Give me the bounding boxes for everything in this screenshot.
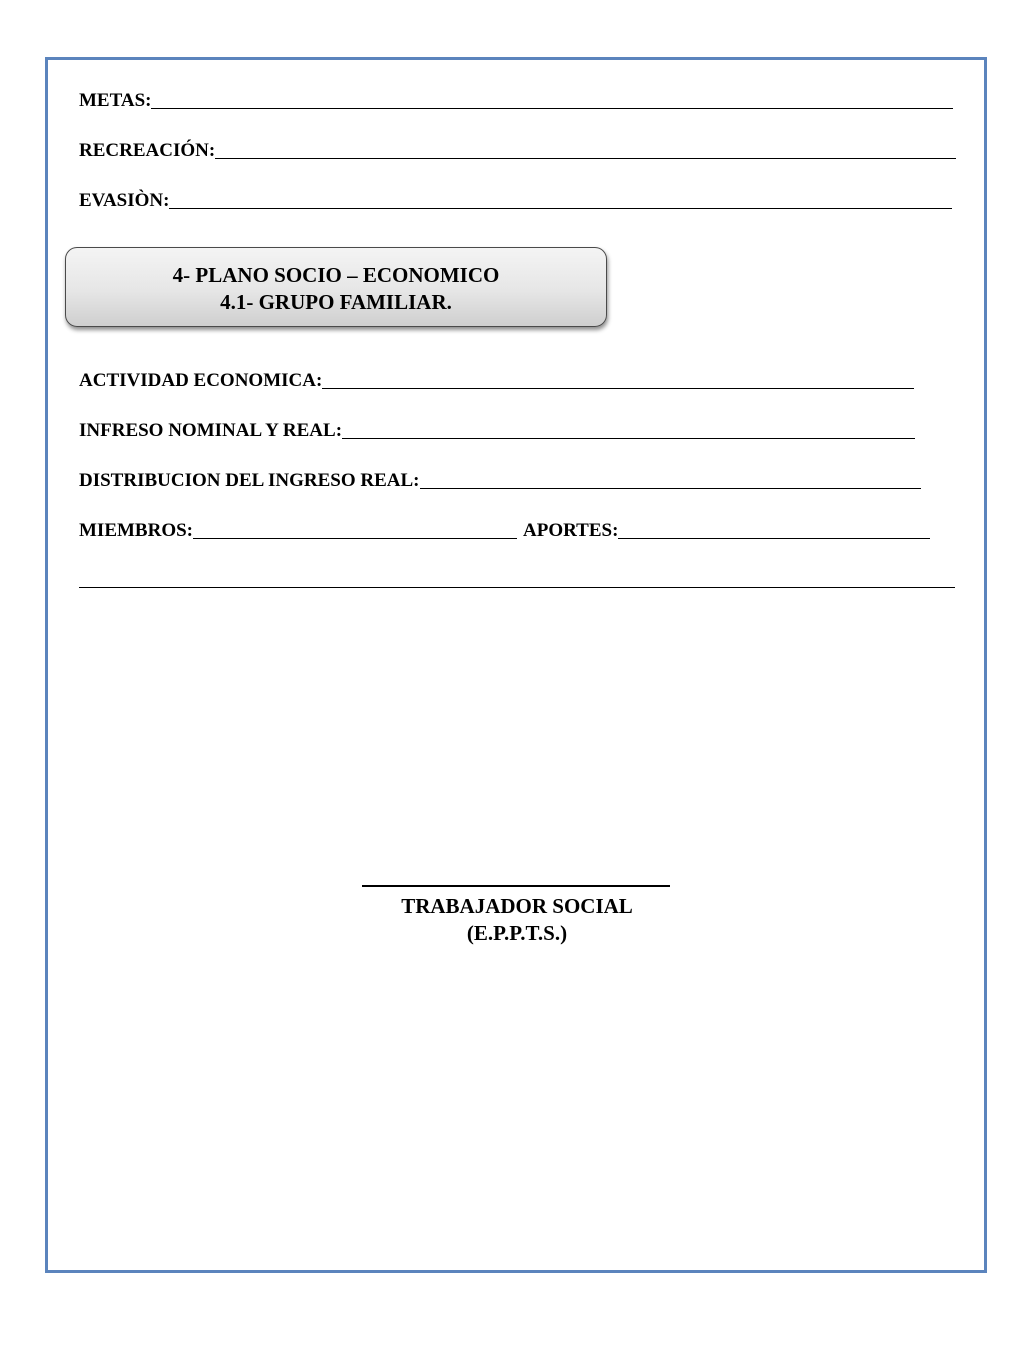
actividad-economica-field	[79, 370, 914, 392]
signature-org: (E.P.P.T.S.)	[466, 921, 568, 945]
miembros-label: MIEMBROS:	[79, 520, 193, 541]
aportes-blank[interactable]	[618, 521, 930, 539]
actividad-economica-blank[interactable]	[322, 371, 914, 389]
evasion-blank[interactable]	[169, 191, 952, 209]
actividad-economica-label: ACTIVIDAD ECONOMICA:	[79, 370, 323, 391]
miembros-blank[interactable]	[193, 521, 517, 539]
recreacion-blank[interactable]	[215, 141, 956, 159]
recreacion-label: RECREACIÓN:	[79, 140, 216, 161]
signature-block	[312, 893, 722, 947]
distribucion-ingreso-blank[interactable]	[420, 471, 921, 489]
signature-line[interactable]	[362, 885, 670, 887]
section-subtitle: 4.1- GRUPO FAMILIAR.	[220, 290, 452, 314]
metas-label: METAS:	[79, 90, 152, 111]
page-border	[45, 57, 987, 1273]
section-header-box	[65, 247, 607, 327]
extra-line-field	[79, 570, 955, 591]
miembros-aportes-field	[79, 520, 930, 542]
evasion-field	[79, 190, 952, 212]
recreacion-field	[79, 140, 956, 162]
section-title: 4- PLANO SOCIO – ECONOMICO	[172, 263, 500, 287]
signature-role: TRABAJADOR SOCIAL	[401, 894, 633, 918]
distribucion-ingreso-label: DISTRIBUCION DEL INGRESO REAL:	[79, 470, 420, 491]
aportes-label: APORTES:	[523, 520, 619, 541]
extra-blank-line[interactable]	[79, 570, 955, 588]
metas-field	[79, 90, 953, 112]
ingreso-nominal-field	[79, 420, 915, 442]
distribucion-ingreso-field	[79, 470, 921, 492]
ingreso-nominal-blank[interactable]	[342, 421, 915, 439]
ingreso-nominal-label: INFRESO NOMINAL Y REAL:	[79, 420, 343, 441]
metas-blank[interactable]	[151, 91, 953, 109]
evasion-label: EVASIÒN:	[79, 190, 170, 211]
